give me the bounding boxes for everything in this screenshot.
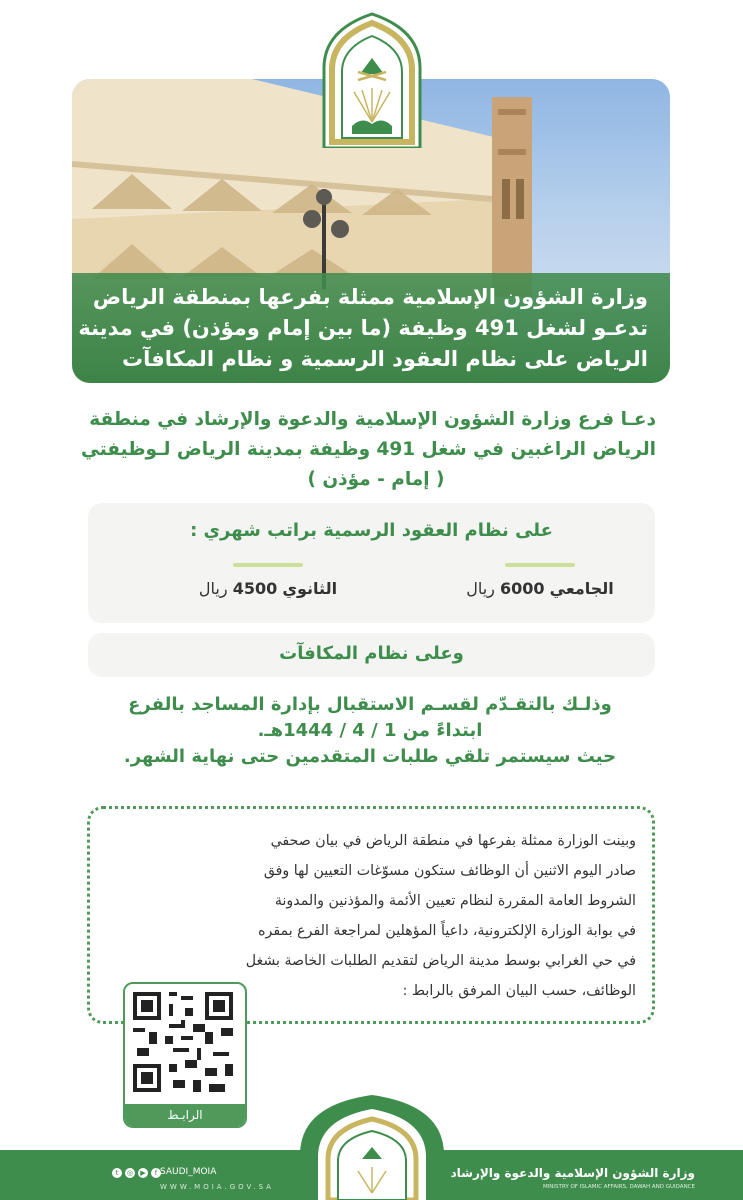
intro-line: دعـا فرع وزارة الشؤون الإسلامية والدعوة والإرشاد في منطقة <box>89 409 656 430</box>
social-icons <box>112 1168 161 1178</box>
statement-line: صادر اليوم الاثنين أن الوظائف ستكون مسوّغات التعيين لها وفق <box>263 863 636 879</box>
footer-ministry-en: MINISTRY OF ISLAMIC AFFAIRS, DAWAH AND GUIDANCE <box>542 1184 695 1190</box>
qr-link[interactable] <box>123 982 247 1128</box>
youtube-icon[interactable]: ▶ <box>138 1168 148 1178</box>
statement-line: الشروط العامة المقررة لنظام تعيين الأئمة والمؤذنين والمدونة <box>274 893 636 909</box>
twitter-icon[interactable]: t <box>112 1168 122 1178</box>
intro-line: ( إمام - مؤذن ) <box>307 469 445 490</box>
hero-line: وزارة الشؤون الإسلامية ممثلة بفرعها بمنطقة الرياض <box>92 284 648 309</box>
footer-emblem-icon <box>300 1095 444 1200</box>
salary-label: الثانوي <box>282 579 338 598</box>
footer-ministry-ar: وزارة الشؤون الإسلامية والدعوة والإرشاد <box>450 1166 695 1180</box>
accent-bar <box>233 563 303 567</box>
salary-amount: 4500 <box>232 579 278 598</box>
hero-caption <box>72 273 670 383</box>
qr-label: الرابـط <box>125 1104 245 1126</box>
apply-line: ابتداءً من 1 / 4 / 1444هـ. <box>257 720 483 741</box>
salary-university <box>465 563 615 598</box>
hero-line: تدعـو لشغل 491 وظيفة (ما بين إمام ومؤذن) في مدينة <box>78 315 648 340</box>
facebook-icon[interactable]: f <box>151 1168 161 1178</box>
intro-line: الرياض الراغبين في شغل 491 وظيفة بمدينة الرياض لـوظيفتي <box>81 439 656 460</box>
bonus-card <box>88 633 655 677</box>
bonus-title: وعلى نظام المكافآت <box>279 643 464 664</box>
statement-line: في بوابة الوزارة الإلكترونية، داعياً المؤهلين لمراجعة الفرع بمقره <box>258 923 636 939</box>
salary-secondary <box>193 563 343 598</box>
apply-info <box>96 692 644 770</box>
ministry-emblem-icon <box>318 10 426 148</box>
statement-line: في حي الغرابي بوسط مدينة الرياض لتقديم الطلبات الخاصة بشغل <box>245 953 636 969</box>
instagram-icon[interactable]: ◎ <box>126 1169 134 1177</box>
statement-line: الوظائف، حسب البيان المرفق بالرابط : <box>402 983 636 999</box>
salary-title: على نظام العقود الرسمية براتب شهري : <box>190 520 553 541</box>
intro-paragraph <box>81 405 656 495</box>
social-handle[interactable]: SAUDI_MOIA <box>160 1167 217 1177</box>
statement-line: وبينت الوزارة ممثلة بفرعها في منطقة الرياض في بيان صحفي <box>270 833 636 849</box>
accent-bar <box>505 563 575 567</box>
statement-text <box>114 826 636 1006</box>
qr-code-icon <box>125 984 241 1100</box>
salary-unit: ريال <box>466 579 495 598</box>
salary-unit: ريال <box>198 579 228 598</box>
website-link[interactable]: WWW.MOIA.GOV.SA <box>160 1183 274 1191</box>
hero-line: الرياض على نظام العقود الرسمية و نظام المكافآت <box>122 346 648 371</box>
apply-line: وذلـك بالتقـدّم لقسـم الاستقبال بإدارة المساجد بالفرع <box>128 694 612 715</box>
apply-line: حيث سيستمر تلقي طلبات المتقدمين حتى نهاية الشهر. <box>123 746 617 767</box>
salary-amount: 6000 <box>500 579 545 598</box>
salary-label: الجامعي <box>549 579 614 598</box>
salary-card <box>88 503 655 623</box>
